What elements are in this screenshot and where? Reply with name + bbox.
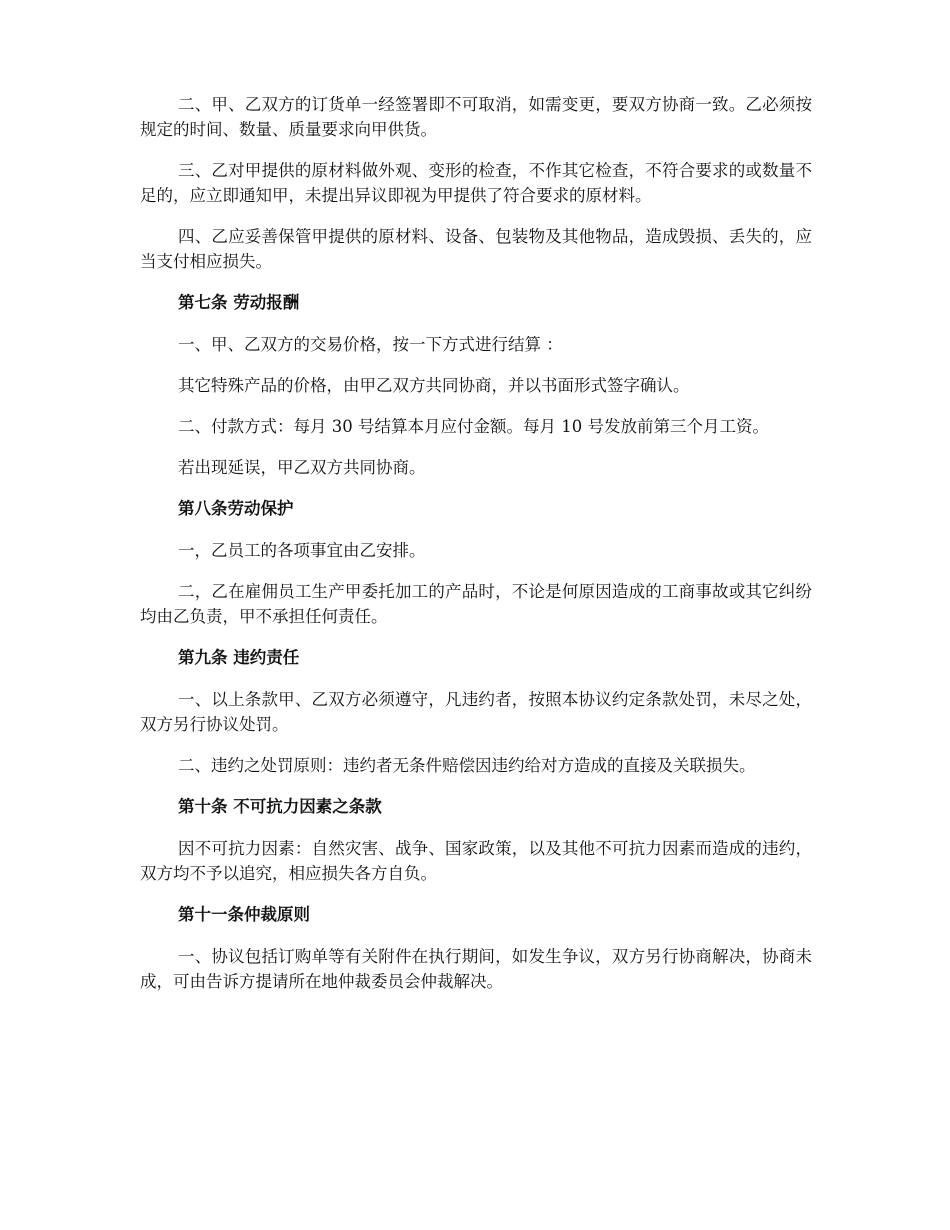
article-10-heading: 第十条 不可抗力因素之条款 — [178, 797, 382, 816]
article-7-delay-note: 若出现延误，甲乙双方共同协商。 — [178, 458, 426, 477]
paragraph-3-material-inspection: 三、乙对甲提供的原材料做外观、变形的检查，不作其它检查，不符合要求的或数量不足的，应立即通知甲，未提出异议即视为甲提供了符合要求的原材料。 — [140, 161, 812, 205]
article-7-clause-1: 一、甲、乙双方的交易价格，按一下方式进行结算 ： — [178, 335, 563, 354]
article-9-clause-1: 一、以上条款甲、乙双方必须遵守，凡违约者，按照本协议约定条款处罚，未尽之处，双方另行协议处罚。 — [140, 690, 812, 734]
article-7-special-products: 其它特殊产品的价格，由甲乙双方共同协商，并以书面形式签字确认。 — [178, 376, 690, 395]
paragraph-4-material-custody: 四、乙应妥善保管甲提供的原材料、设备、包装物及其他物品，造成毁损、丢失的，应当支付相应损失。 — [140, 227, 812, 271]
article-8-clause-2: 二，乙在雇佣员工生产甲委托加工的产品时，不论是何原因造成的工商事故或其它纠纷均由乙负责，甲不承担任何责任。 — [140, 582, 812, 626]
article-7-heading: 第七条 劳动报酬 — [178, 293, 300, 312]
article-8-clause-1: 一，乙员工的各项事宜由乙安排。 — [178, 541, 426, 560]
article-9-heading: 第九条 违约责任 — [178, 648, 300, 667]
article-8-heading: 第八条劳动保护 — [178, 499, 294, 518]
document-page — [140, 92, 812, 1010]
article-9-clause-2: 二、违约之处罚原则：违约者无条件赔偿因违约给对方造成的直接及关联损失。 — [178, 756, 756, 775]
article-10-clause: 因不可抗力因素：自然灾害、战争、国家政策，以及其他不可抗力因素而造成的违约，双方均不予以追究，相应损失各方自负。 — [140, 839, 812, 883]
paragraph-2-order-cancellation: 二、甲、乙双方的订货单一经签署即不可取消，如需变更，要双方协商一致。乙必须按规定的时间、数量、质量要求向甲供货。 — [140, 95, 812, 139]
article-7-clause-2-payment: 二、付款方式：每月 30 号结算本月应付金额。每月 10 号发放前第三个月工资。 — [178, 417, 769, 436]
article-11-clause-1: 一、协议包括订购单等有关附件在执行期间，如发生争议，双方另行协商解决，协商未成，可由告诉方提请所在地仲裁委员会仲裁解决。 — [140, 947, 812, 991]
article-11-heading: 第十一条仲裁原则 — [178, 905, 310, 924]
